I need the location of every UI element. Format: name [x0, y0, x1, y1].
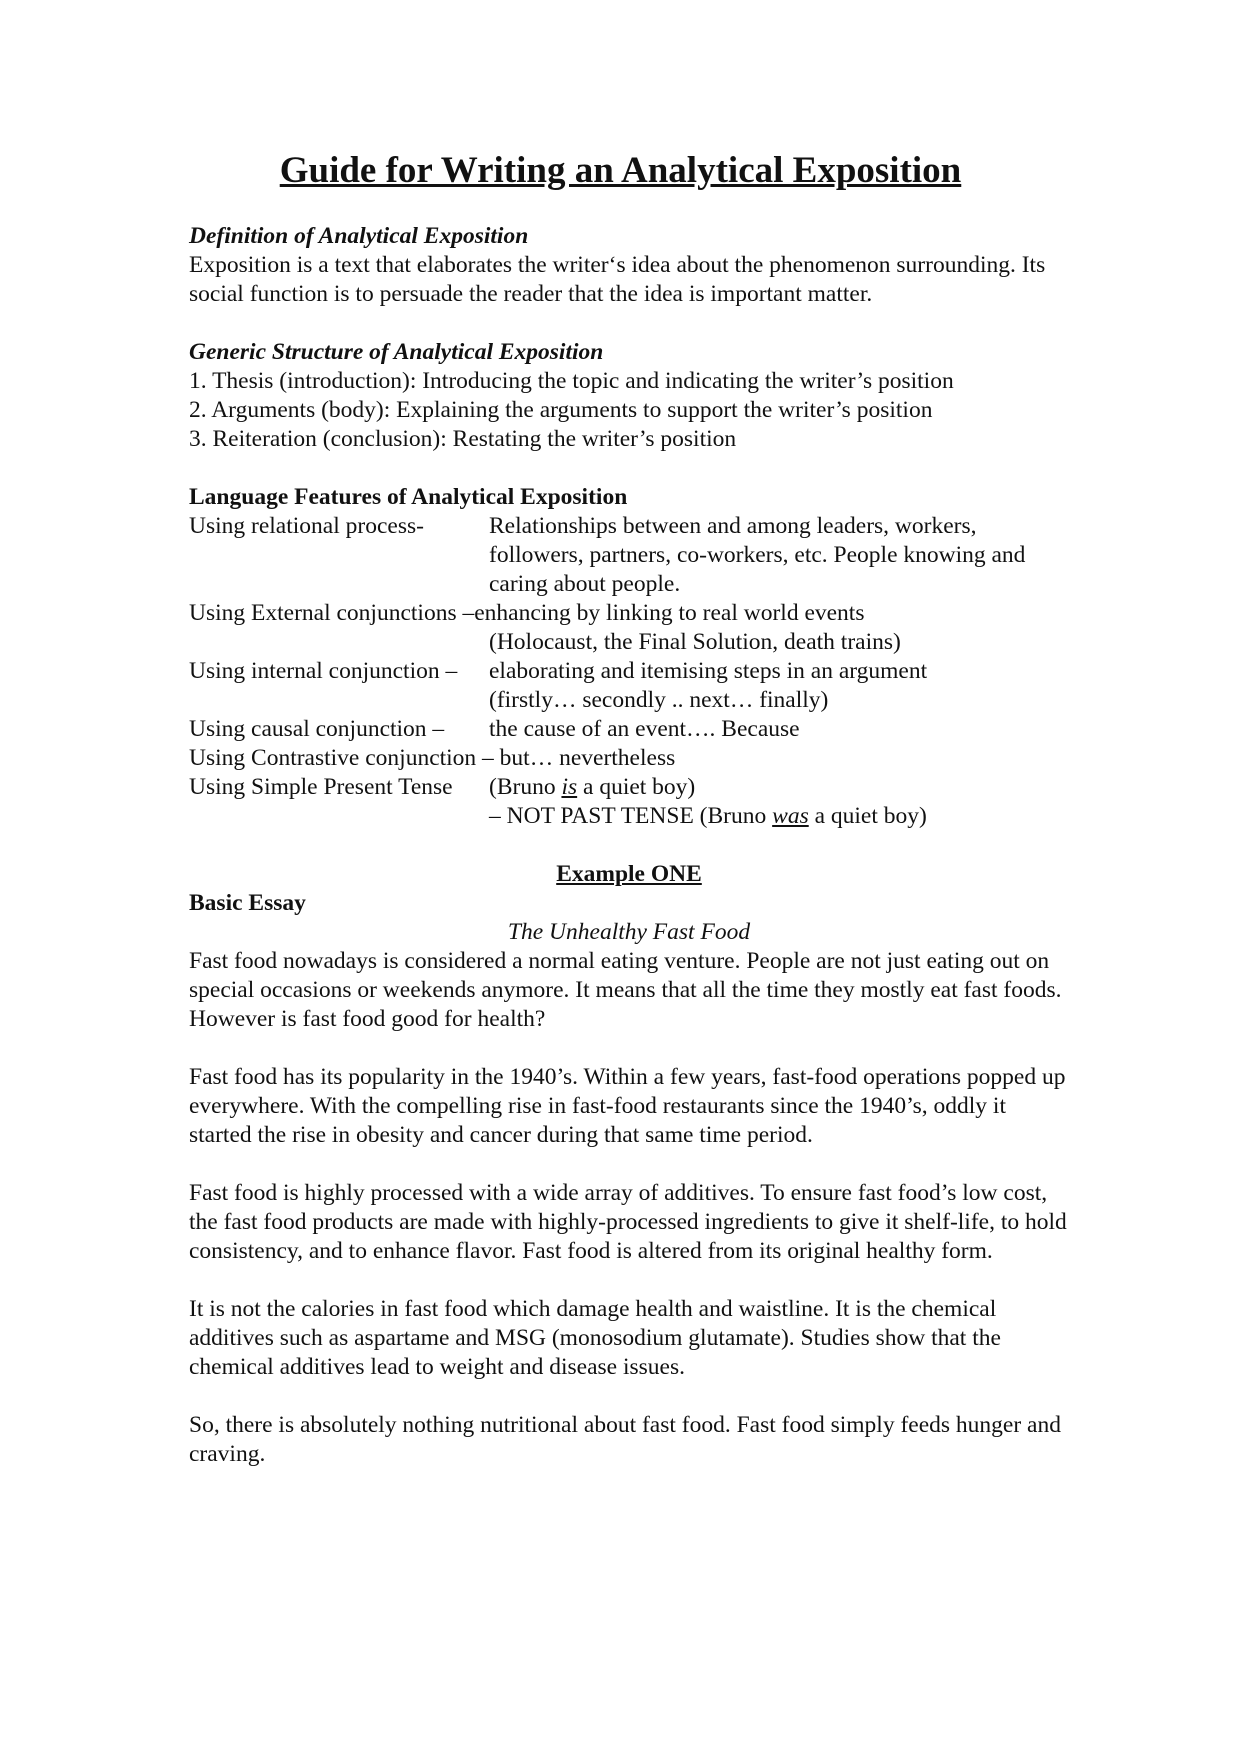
feature-label: Using relational process-	[189, 513, 424, 539]
spacer	[189, 1266, 1069, 1295]
feature-tense	[189, 773, 1069, 802]
feature-description: elaborating and itemising steps in an argument	[489, 658, 928, 684]
feature-external-continued: (Holocaust, the Final Solution, death trains)	[489, 629, 901, 655]
feature-contrastive: Using Contrastive conjunction – but… nevertheless	[189, 745, 676, 771]
feature-causal	[189, 715, 1069, 744]
structure-item-reiteration: 3. Reiteration (conclusion): Restating the writer’s position	[189, 426, 737, 452]
example-heading: Example ONE	[556, 861, 702, 887]
feature-relational	[189, 512, 1069, 599]
feature-internal-continued: (firstly… secondly .. next… finally)	[489, 687, 829, 713]
essay-paragraph: Fast food has its popularity in the 1940’s. Within a few years, fast-food operations popped up everywhere. With the compelling rise in fast-food restaurants since the 1940’s, oddly it started the rise in obesity and cancer during that same time period.	[189, 1064, 1066, 1148]
spacer	[189, 1150, 1069, 1179]
page-title: Guide for Writing an Analytical Exposition	[279, 150, 962, 191]
example-subheading: Basic Essay	[189, 890, 306, 916]
document-body	[189, 222, 1069, 1469]
tense-example-post: a quiet boy)	[577, 774, 696, 800]
essay-title: The Unhealthy Fast Food	[507, 919, 751, 945]
feature-label: Using Simple Present Tense	[189, 774, 453, 800]
essay-paragraph: It is not the calories in fast food which damage health and waistline. It is the chemical additives such as aspartame and MSG (monosodium glutamate). Studies show that the chemical additives lead to weight and disease issues.	[189, 1296, 1001, 1380]
essay-paragraph: So, there is absolutely nothing nutritional about fast food. Fast food simply feeds hunger and craving.	[189, 1412, 1061, 1467]
feature-label: Using causal conjunction –	[189, 716, 445, 742]
essay-paragraph: Fast food nowadays is considered a normal eating venture. People are not just eating out on special occasions or weekends anymore. It means that all the time they mostly eat fast foods. However is fast food good for health?	[189, 948, 1062, 1032]
past-example-pre: – NOT PAST TENSE (Bruno	[489, 803, 773, 829]
spacer	[189, 309, 1069, 338]
definition-text: Exposition is a text that elaborates the writer‘s idea about the phenomenon surrounding. Its social function is to persuade the reader that the idea is important matter.	[189, 252, 1046, 307]
feature-internal	[189, 657, 1069, 686]
structure-item-arguments: 2. Arguments (body): Explaining the arguments to support the writer’s position	[189, 397, 933, 423]
structure-heading: Generic Structure of Analytical Exposition	[189, 339, 604, 365]
feature-description: the cause of an event…. Because	[489, 716, 800, 742]
tense-example-pre: (Bruno	[489, 774, 562, 800]
structure-item-thesis: 1. Thesis (introduction): Introducing the topic and indicating the writer’s position	[189, 368, 954, 394]
past-example-verb: was	[772, 803, 809, 829]
feature-description	[489, 773, 1069, 802]
definition-heading: Definition of Analytical Exposition	[189, 223, 529, 249]
tense-example-verb: is	[561, 774, 578, 800]
features-heading: Language Features of Analytical Exposition	[189, 484, 628, 510]
essay-paragraph: Fast food is highly processed with a wide array of additives. To ensure fast food’s low cost, the fast food products are made with highly-processed ingredients to give it shelf-life, to hold consistency, and to enhance flavor. Fast food is altered from its original healthy form.	[189, 1180, 1067, 1264]
feature-label: Using internal conjunction –	[189, 658, 458, 684]
feature-description: Relationships between and among leaders, workers, followers, partners, co-workers, etc. People knowing and caring about people.	[489, 513, 1026, 597]
past-example-post: a quiet boy)	[808, 803, 927, 829]
feature-external: Using External conjunctions –enhancing by linking to real world events	[189, 600, 865, 626]
feature-past-tense-note	[189, 802, 1069, 831]
spacer	[189, 1382, 1069, 1411]
spacer	[189, 1034, 1069, 1063]
spacer	[189, 831, 1069, 860]
spacer	[189, 454, 1069, 483]
